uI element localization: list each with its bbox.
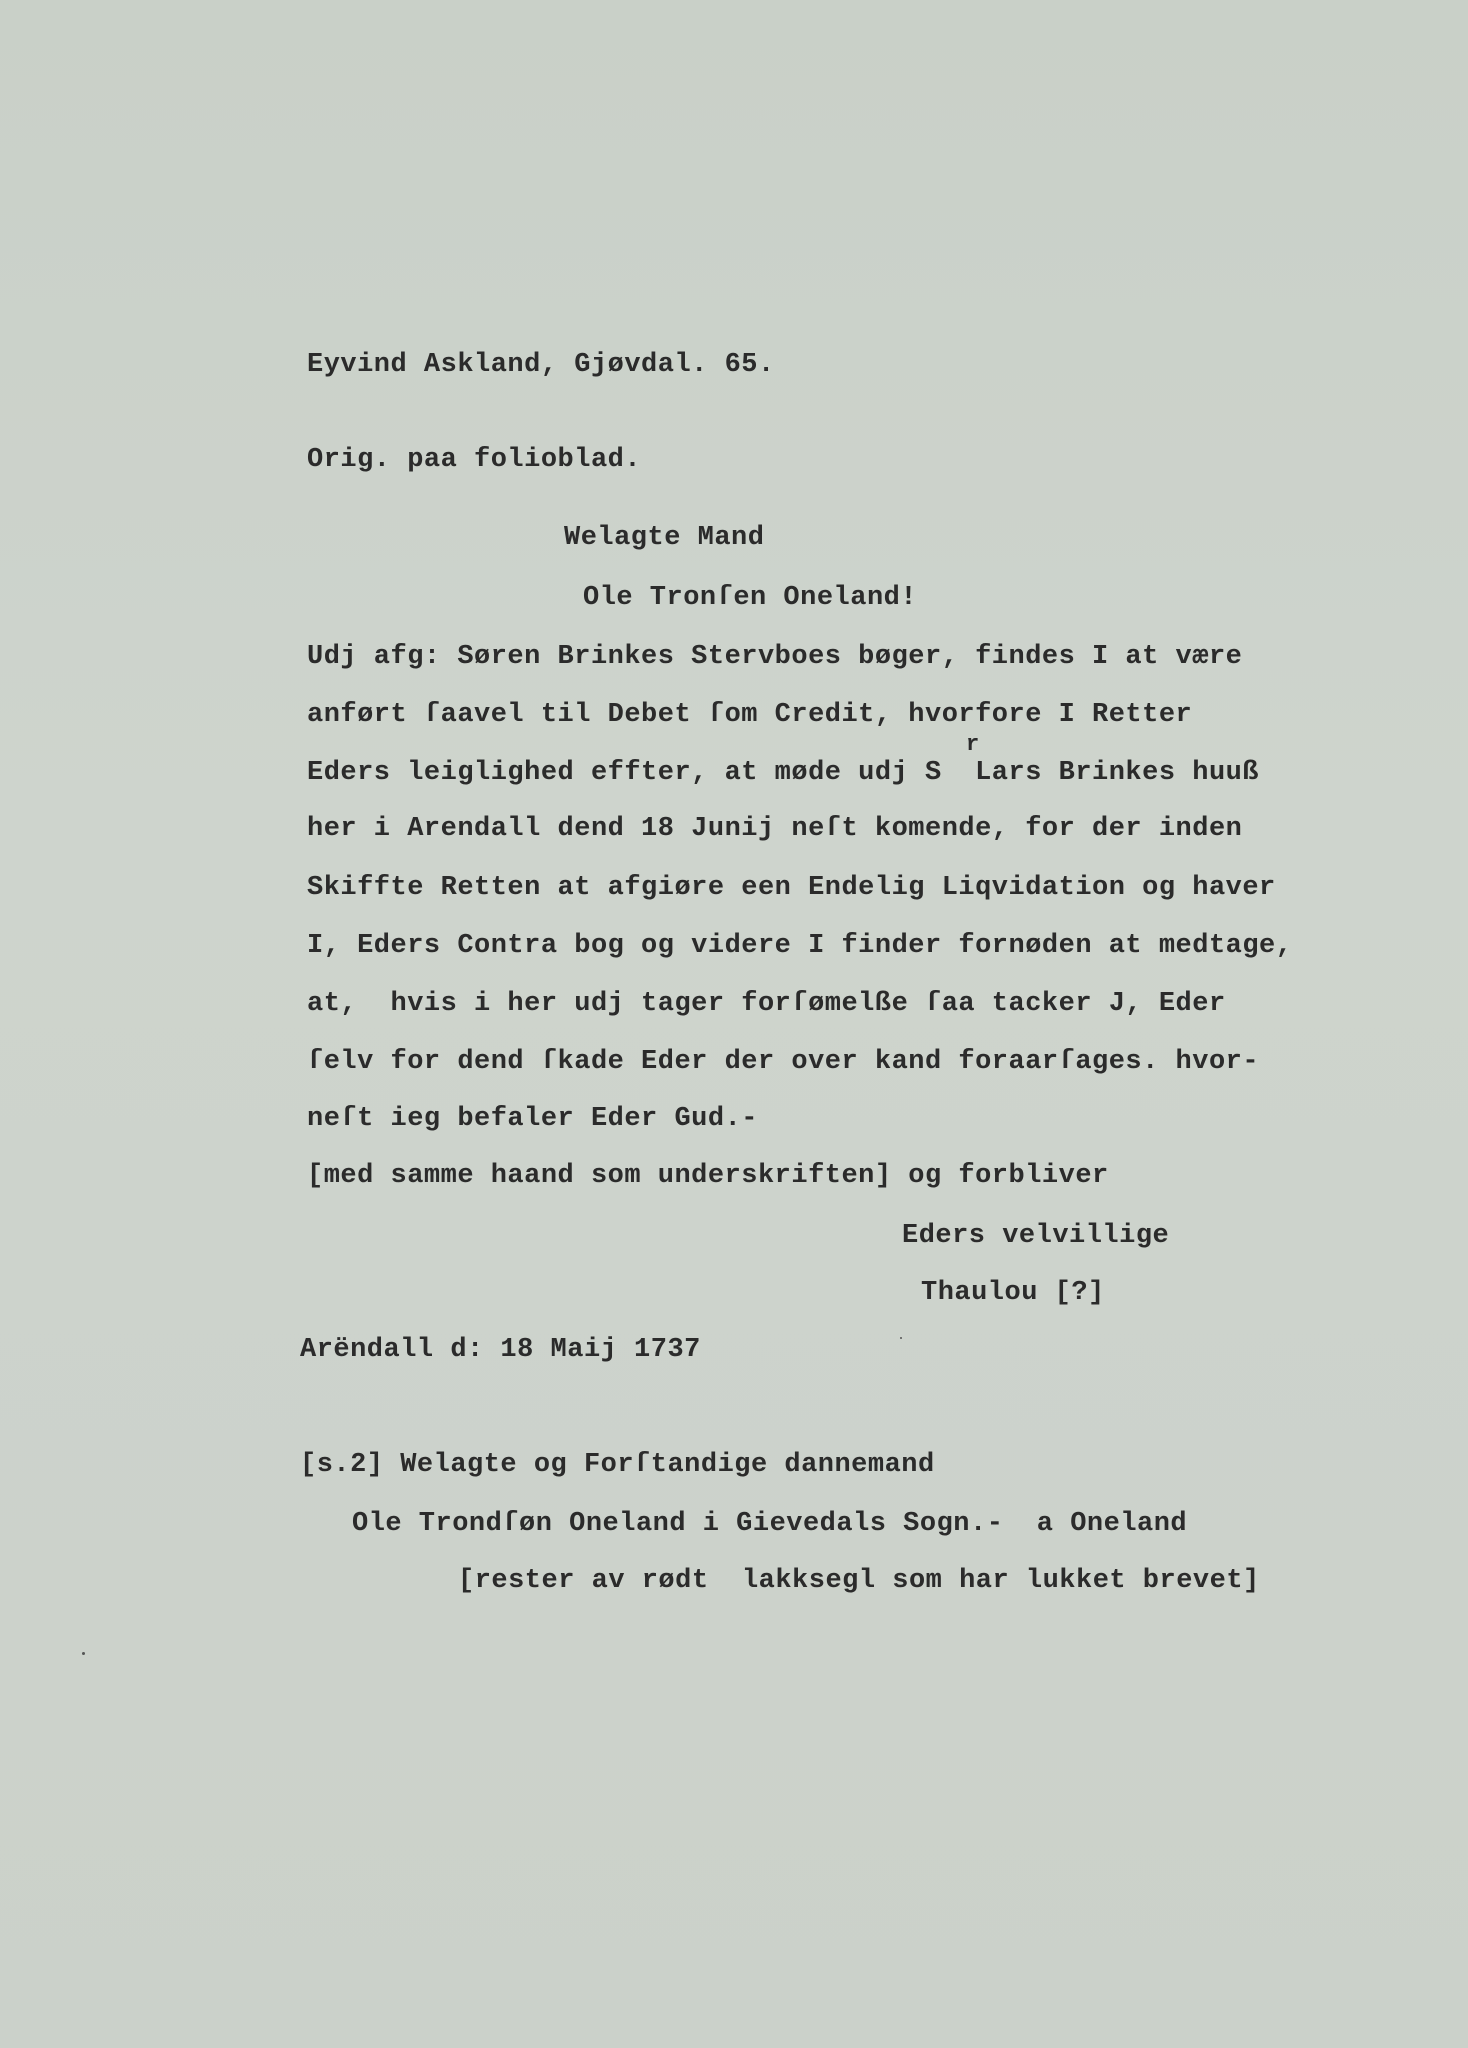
closing-phrase: Eders velvillige <box>902 1221 1170 1251</box>
letter-body-line-2: anført ſaavel til Debet ſom Credit, hvorfore I Retter <box>307 700 1193 730</box>
signature: Thaulou [?] <box>921 1278 1105 1308</box>
address-line-1: [s.2] Welagte og Forſtandige dannemand <box>300 1450 935 1480</box>
address-line-2: Ole Trondſøn Oneland i Gievedals Sogn.- a Oneland <box>352 1509 1188 1539</box>
letter-body-line-6: I, Eders Contra bog og videre I finder fornøden at medtage, <box>307 931 1293 961</box>
letter-body-line-4: her i Arendall dend 18 Junij neſt komende, for der inden <box>307 814 1243 844</box>
letter-body-line-1: Udj afg: Søren Brinkes Stervboes bøger, findes I at være <box>307 642 1243 672</box>
letter-body-line-5: Skiffte Retten at afgiøre een Endelig Liqvidation og haver <box>307 873 1276 903</box>
salutation-line-1: Welagte Mand <box>564 523 765 553</box>
paper-speck <box>82 1652 85 1655</box>
place-and-date: Arëndall d: 18 Maij 1737 <box>300 1335 701 1365</box>
letter-body-line-10: [med samme haand som underskriften] og forbliver <box>307 1161 1109 1191</box>
superscript-letter: r <box>966 732 980 757</box>
letter-body-line-8: ſelv for dend ſkade Eder der over kand foraarſages. hvor- <box>307 1047 1260 1077</box>
paper-speck <box>900 1337 902 1339</box>
archive-reference: Eyvind Askland, Gjøvdal. 65. <box>307 350 775 380</box>
letter-body-line-7: at, hvis i her udj tager forſømelße ſaa tacker J, Eder <box>307 989 1226 1019</box>
salutation-line-2: Ole Tronſen Oneland! <box>583 583 918 613</box>
seal-note: [rester av rødt lakksegl som har lukket brevet] <box>458 1566 1260 1596</box>
letter-body-line-3: Eders leiglighed effter, at møde udj S Lars Brinkes huuß <box>307 758 1260 788</box>
letter-body-line-9: neſt ieg befaler Eder Gud.- <box>307 1104 758 1134</box>
original-format-note: Orig. paa folioblad. <box>307 445 642 475</box>
